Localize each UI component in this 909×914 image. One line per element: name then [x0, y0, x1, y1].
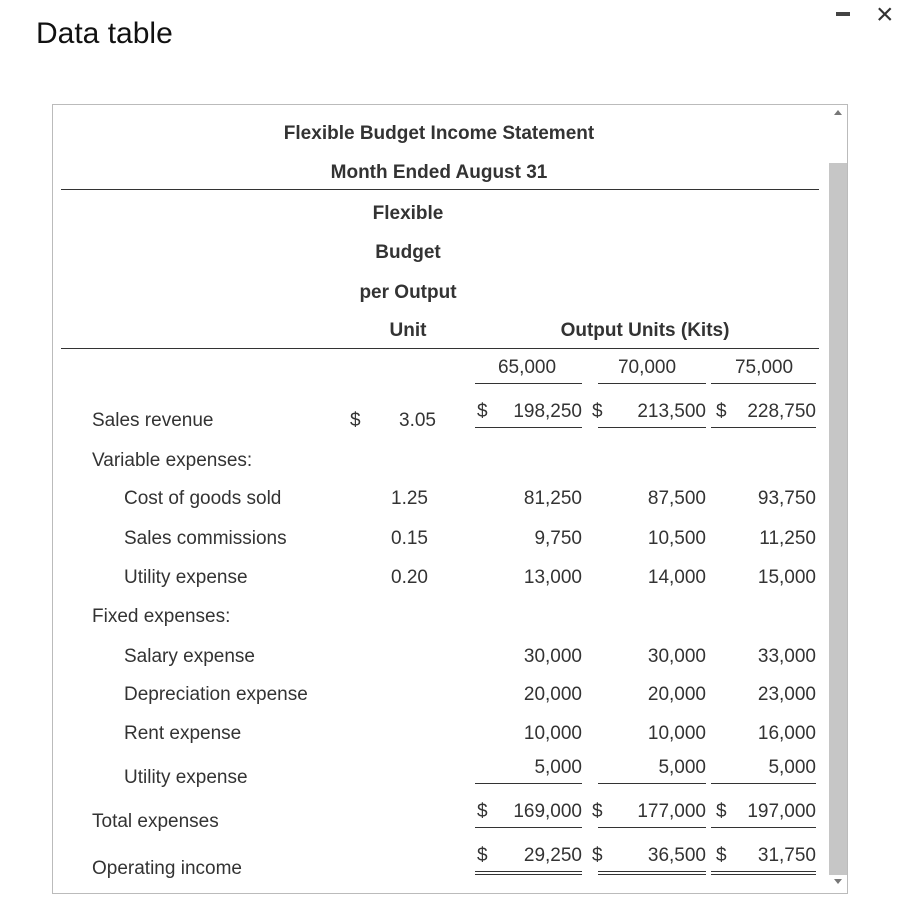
statement-title: Flexible Budget Income Statement	[283, 123, 595, 144]
units-65000: 65,000	[497, 357, 557, 378]
sales-unit-currency: $	[350, 410, 361, 431]
row-label-sales-commissions: Sales commissions	[124, 528, 287, 549]
close-icon[interactable]: ×	[876, 0, 894, 31]
commissions-unit-value: 0.15	[391, 528, 428, 549]
expenses-underline-2	[598, 783, 706, 784]
total-currency-2: $	[592, 801, 603, 822]
col-header-line-1: Flexible	[372, 203, 444, 224]
total-currency-3: $	[716, 801, 727, 822]
income-currency-1: $	[477, 845, 488, 866]
income-currency-3: $	[716, 845, 727, 866]
income-value-70000: 36,500	[647, 845, 706, 866]
header-rule	[61, 189, 819, 190]
statement-period: Month Ended August 31	[330, 162, 548, 183]
row-label-sales-revenue: Sales revenue	[92, 410, 214, 431]
total-value-75000: 197,000	[747, 801, 816, 822]
utility-fixed-value-75000: 5,000	[768, 757, 816, 778]
units-header: Output Units (Kits)	[560, 320, 730, 341]
commissions-value-65000: 9,750	[534, 528, 582, 549]
total-value-65000: 169,000	[513, 801, 582, 822]
expenses-underline-3	[711, 783, 816, 784]
sales-value-70000: 213,500	[637, 401, 706, 422]
scrollbar-thumb[interactable]	[829, 163, 847, 875]
column-header-rule	[61, 348, 819, 349]
income-currency-2: $	[592, 845, 603, 866]
cogs-value-65000: 81,250	[523, 488, 582, 509]
col-header-line-4: Unit	[389, 320, 427, 341]
row-label-utility-variable: Utility expense	[124, 567, 248, 588]
sales-value-75000: 228,750	[747, 401, 816, 422]
row-label-utility-fixed: Utility expense	[124, 767, 248, 788]
depreciation-value-75000: 23,000	[757, 684, 816, 705]
total-value-70000: 177,000	[637, 801, 706, 822]
window-title: Data table	[36, 17, 173, 50]
units-underline-1	[475, 383, 582, 384]
cogs-unit-value: 1.25	[391, 488, 428, 509]
sales-currency-3: $	[716, 401, 727, 422]
income-value-65000: 29,250	[523, 845, 582, 866]
sales-underline-1	[475, 427, 582, 428]
rent-value-75000: 16,000	[757, 723, 816, 744]
total-underline-2	[598, 827, 706, 828]
row-label-cogs: Cost of goods sold	[124, 488, 282, 509]
commissions-value-75000: 11,250	[759, 528, 816, 549]
rent-value-70000: 10,000	[647, 723, 706, 744]
col-header-line-3: per Output	[359, 282, 457, 303]
utility-variable-value-75000: 15,000	[757, 567, 816, 588]
utility-fixed-value-65000: 5,000	[534, 757, 582, 778]
minimize-icon[interactable]	[836, 8, 850, 16]
cogs-value-75000: 93,750	[757, 488, 816, 509]
sales-currency-2: $	[592, 401, 603, 422]
income-double-underline-3	[711, 871, 816, 875]
depreciation-value-65000: 20,000	[523, 684, 582, 705]
sales-underline-3	[711, 427, 816, 428]
salary-value-65000: 30,000	[523, 646, 582, 667]
scroll-up-icon[interactable]	[834, 110, 842, 115]
income-double-underline-2	[598, 871, 706, 875]
sales-underline-2	[598, 427, 706, 428]
row-label-total-expenses: Total expenses	[92, 811, 219, 832]
section-fixed-expenses: Fixed expenses:	[92, 606, 231, 627]
col-header-line-2: Budget	[375, 242, 441, 263]
units-underline-3	[711, 383, 816, 384]
total-currency-1: $	[477, 801, 488, 822]
expenses-underline-1	[475, 783, 582, 784]
section-variable-expenses: Variable expenses:	[92, 450, 253, 471]
row-label-operating-income: Operating income	[92, 858, 242, 879]
sales-currency-1: $	[477, 401, 488, 422]
scroll-down-icon[interactable]	[834, 879, 842, 884]
total-underline-3	[711, 827, 816, 828]
utility-variable-unit-value: 0.20	[391, 567, 428, 588]
sales-value-65000: 198,250	[513, 401, 582, 422]
row-label-rent-expense: Rent expense	[124, 723, 242, 744]
utility-fixed-value-70000: 5,000	[658, 757, 706, 778]
utility-variable-value-65000: 13,000	[523, 567, 582, 588]
income-value-75000: 31,750	[757, 845, 816, 866]
units-70000: 70,000	[617, 357, 677, 378]
row-label-salary-expense: Salary expense	[124, 646, 255, 667]
income-double-underline-1	[475, 871, 582, 875]
total-underline-1	[475, 827, 582, 828]
depreciation-value-70000: 20,000	[647, 684, 706, 705]
utility-variable-value-70000: 14,000	[647, 567, 706, 588]
salary-value-70000: 30,000	[647, 646, 706, 667]
rent-value-65000: 10,000	[523, 723, 582, 744]
units-75000: 75,000	[734, 357, 794, 378]
units-underline-2	[598, 383, 706, 384]
cogs-value-70000: 87,500	[647, 488, 706, 509]
commissions-value-70000: 10,500	[647, 528, 706, 549]
row-label-depreciation-expense: Depreciation expense	[124, 684, 308, 705]
salary-value-75000: 33,000	[757, 646, 816, 667]
sales-unit-value: 3.05	[399, 410, 436, 431]
